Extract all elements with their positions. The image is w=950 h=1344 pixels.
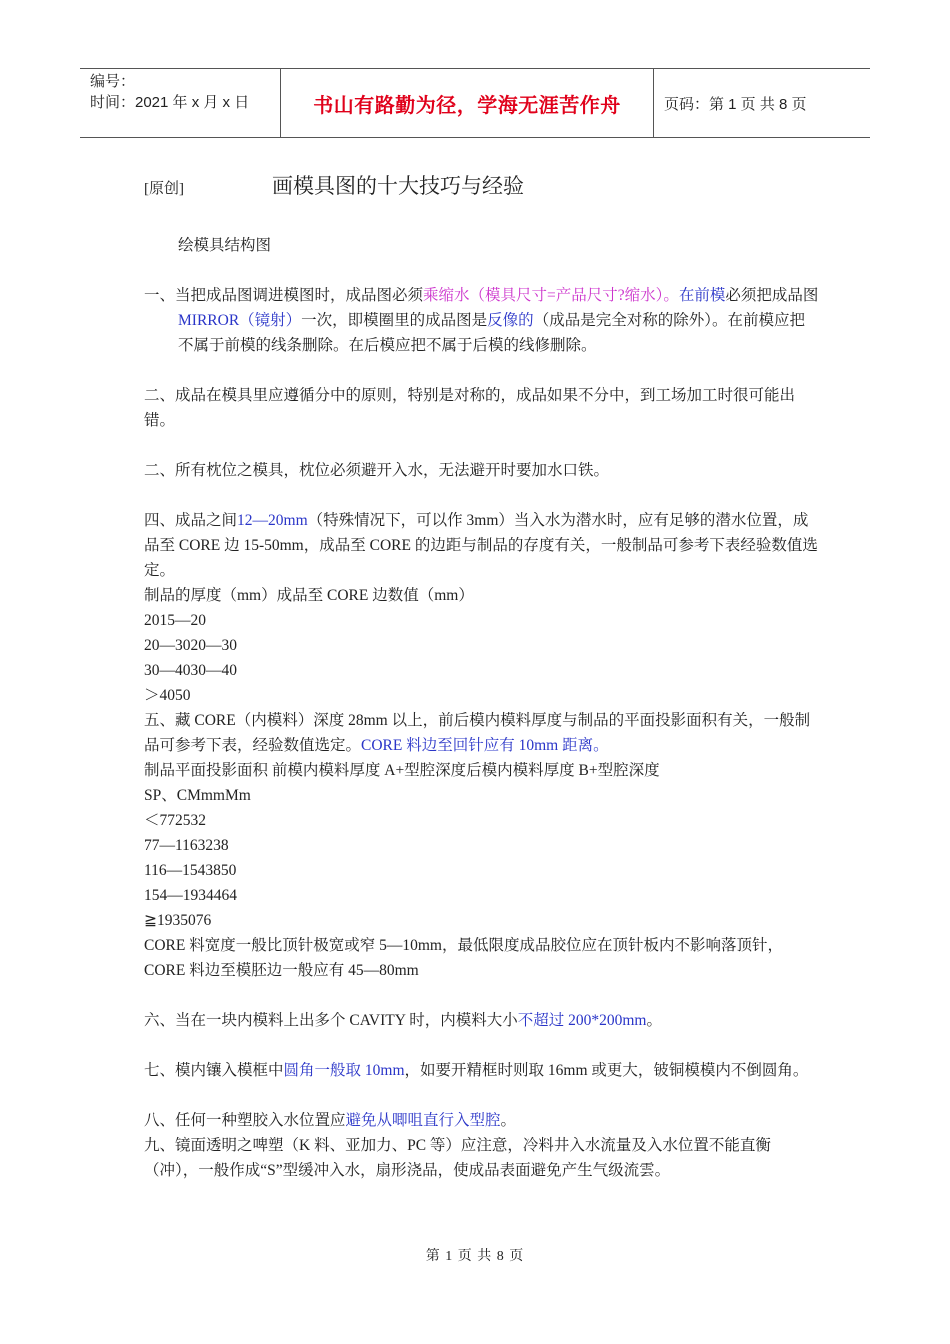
- paragraph-3: 二、所有枕位之模具，枕位必须避开入水，无法避开时要加水口铁。: [144, 462, 610, 479]
- highlight-core-distance: CORE 料边至回针应有 10mm 距离。: [361, 737, 609, 754]
- table-row: 2015—20: [144, 612, 206, 629]
- table-row: 116—1543850: [144, 862, 237, 879]
- paragraph-6: [144, 1008, 819, 1033]
- paragraph-2: 二、成品在模具里应遵循分中的原则，特别是对称的，成品如果不分中，到工场加工时很可能出错。: [144, 387, 796, 429]
- text-run: 六、当在一块内模料上出多个 CAVITY 时，内模料大小: [144, 1012, 518, 1029]
- table-row: 20—3020—30: [144, 637, 237, 654]
- text-run: （成品是完全对称的除外）。在前模应把不属于前模的线条删除。在后模应把不属于后模的线修删除。: [178, 312, 805, 354]
- paragraph-4: [144, 508, 819, 583]
- table-row: ＞4050: [144, 687, 191, 704]
- highlight-corner-radius: 圆角一般取 10mm: [283, 1062, 405, 1079]
- table-header: 制品平面投影面积 前模内模料厚度 A+型腔深度后模内模料厚度 B+型腔深度: [144, 762, 660, 779]
- paragraph-5: [144, 708, 819, 758]
- table-row: SP、CMmmMm: [144, 787, 251, 804]
- text-run: 必须把成品图: [725, 287, 819, 304]
- text-run: 七、模内镶入模框中: [144, 1062, 284, 1079]
- table-row: 77—1163238: [144, 837, 229, 854]
- header-motto: 书山有路勤为径，学海无涯苦作舟: [281, 69, 654, 137]
- paragraph-5-note: CORE 料宽度一般比顶针极宽或窄 5—10mm，最低限度成品胶位应在顶针板内不影响落顶针，CORE 料边至模胚边一般应有 45—80mm: [144, 937, 783, 979]
- header-page-number: 页码：第 1 页 共 8 页: [664, 95, 807, 113]
- document-title: 画模具图的十大技巧与经验: [272, 174, 524, 198]
- highlight-reversed: 反像的: [487, 312, 534, 329]
- document-subtitle: 绘模具结构图: [178, 237, 272, 254]
- highlight-front-mold: 在前模: [678, 287, 726, 304]
- table-row: 30—4030—40: [144, 662, 237, 679]
- projection-table: [144, 758, 819, 933]
- table-row: ≧1935076: [144, 912, 212, 929]
- header-meta: [80, 69, 281, 137]
- header-time: 时间：2021 年 x 月 x 日: [90, 94, 250, 111]
- original-tag: [原创]: [144, 181, 184, 197]
- highlight-shrinkage: 乘缩水（模具尺寸=产品尺寸?缩水）。: [423, 287, 679, 304]
- text-run: 五、藏 CORE（内模料）深度 28mm 以上，前后模内模料厚度与制品的平面投影面积有关，一般制品可参考下表，经验数值选定。: [144, 712, 811, 754]
- text-run: 一次，即模圈里的成品图是: [301, 312, 488, 329]
- highlight-gate-rule: 避免从唧咀直行入型腔: [345, 1112, 501, 1129]
- text-run: 。: [646, 1012, 662, 1029]
- page-footer: 第 1 页 共 8 页: [425, 1249, 525, 1264]
- text-run: 一、当把成品图调进模图时，成品图必须: [144, 287, 424, 304]
- document-body: [144, 233, 819, 1183]
- text-run: ，如要开精框时则取 16mm 或更大，铍铜模模内不倒圆角。: [404, 1062, 809, 1079]
- text-run: 四、成品之间: [144, 512, 238, 529]
- header-number: 编号：: [90, 73, 136, 90]
- paragraph-1: [144, 283, 819, 358]
- paragraph-7: [144, 1058, 819, 1083]
- table-row: 154—1934464: [144, 887, 237, 904]
- page-header: [80, 68, 870, 138]
- text-run: （特殊情况下，可以作 3mm）当入水为潜水时，应有足够的潜水位置，成品至 CORE 边 15-50mm，成品至 CORE 的边距与制品的存度有关，一般制品可参考下表经验数值选定。: [144, 512, 818, 579]
- highlight-core-size: 不超过 200*200mm: [517, 1012, 647, 1029]
- title-row: [144, 170, 524, 200]
- paragraph-9: 九、镜面透明之啤塑（K 料、亚加力、PC 等）应注意，冷料井入水流量及入水位置不能直衡（冲），一般作成“S”型缓冲入水，扇形浇品，使成品表面避免产生气级流雲。: [144, 1137, 771, 1179]
- highlight-gap-range: 12—20mm: [237, 512, 308, 529]
- paragraph-8: [144, 1108, 819, 1133]
- text-run: 八、任何一种塑胶入水位置应: [144, 1112, 346, 1129]
- thickness-table: [144, 583, 819, 708]
- table-row: ＜772532: [144, 812, 207, 829]
- text-run: 。: [500, 1112, 517, 1129]
- highlight-mirror: MIRROR（镜射）: [178, 312, 302, 329]
- table-header: 制品的厚度（mm）成品至 CORE 边数值（mm）: [144, 587, 474, 604]
